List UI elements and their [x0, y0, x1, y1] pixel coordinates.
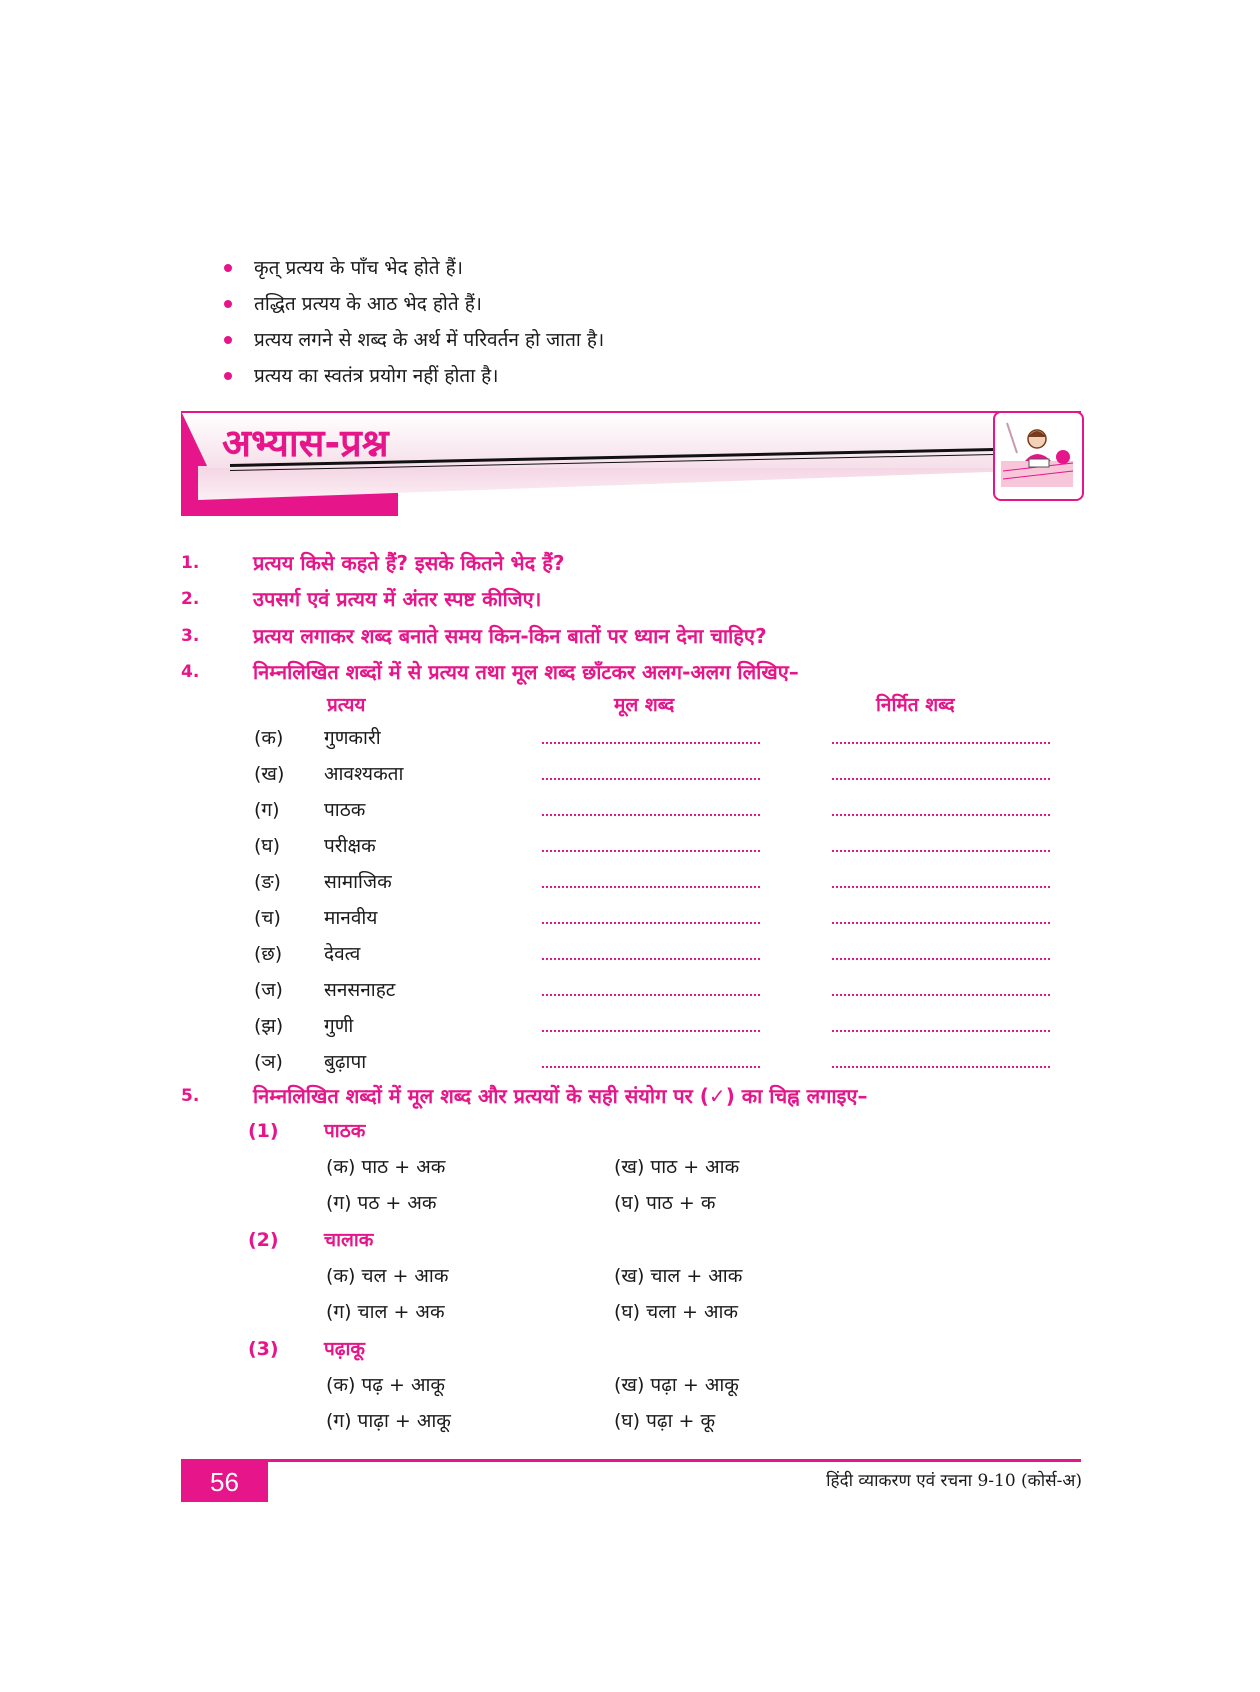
summary-bullets — [222, 250, 1122, 394]
option[interactable]: (घ) पढ़ा + कू — [614, 1410, 716, 1432]
table-row: (च) मानवीय — [254, 901, 1084, 937]
table-row: (क) गुणकारी — [254, 721, 1084, 757]
table-row: (ख) आवश्यकता — [254, 757, 1084, 793]
answer-blank[interactable] — [542, 742, 760, 744]
option[interactable]: (क) चल + आक — [326, 1265, 449, 1287]
answer-blank[interactable] — [542, 886, 760, 888]
answer-blank[interactable] — [542, 1066, 760, 1068]
table-row: (ग) पाठक — [254, 793, 1084, 829]
option[interactable]: (ख) पाठ + आक — [614, 1156, 740, 1178]
footer-rule — [181, 1459, 1081, 1462]
option[interactable]: (क) पढ़ + आकू — [326, 1374, 445, 1396]
bullet-dot-icon — [224, 336, 232, 344]
answer-blank[interactable] — [832, 850, 1050, 852]
answer-blank[interactable] — [542, 1030, 760, 1032]
answer-blank[interactable] — [832, 994, 1050, 996]
section-header-shadow — [198, 466, 1081, 500]
answer-blank[interactable] — [832, 1030, 1050, 1032]
q5-subitem-2: (2) चालाक — [248, 1229, 374, 1251]
bullet-item: प्रत्यय का स्वतंत्र प्रयोग नहीं होता है। — [222, 358, 1122, 394]
answer-blank[interactable] — [832, 922, 1050, 924]
page-number: 56 — [181, 1462, 268, 1502]
answer-blank[interactable] — [832, 1066, 1050, 1068]
answer-blank[interactable] — [542, 778, 760, 780]
option[interactable]: (ख) पढ़ा + आकू — [614, 1374, 739, 1396]
reading-girl-illustration — [993, 411, 1084, 501]
q5-subitem-1: (1) पाठक — [248, 1120, 366, 1142]
section-title: अभ्यास-प्रश्न — [222, 421, 389, 465]
answer-blank[interactable] — [832, 958, 1050, 960]
option[interactable]: (घ) चला + आक — [614, 1301, 738, 1323]
answer-blank[interactable] — [542, 958, 760, 960]
book-title: हिंदी व्याकरण एवं रचना 9-10 (कोर्स-अ) — [826, 1471, 1082, 1491]
table-row: (झ) गुणी — [254, 1009, 1084, 1045]
q5-subitem-3: (3) पढ़ाकू — [248, 1338, 366, 1360]
column-header-nirmit-shabd: निर्मित शब्द — [876, 694, 955, 716]
column-header-mool-shabd: मूल शब्द — [614, 694, 675, 716]
answer-blank[interactable] — [542, 994, 760, 996]
answer-blank[interactable] — [832, 778, 1050, 780]
table-row: (ञ) बुढ़ापा — [254, 1045, 1084, 1081]
bullet-dot-icon — [224, 372, 232, 380]
column-header-pratyay: प्रत्यय — [327, 694, 366, 716]
bullet-item: तद्धित प्रत्यय के आठ भेद होते हैं। — [222, 286, 1122, 322]
option[interactable]: (ग) पठ + अक — [326, 1192, 437, 1214]
option[interactable]: (ख) चाल + आक — [614, 1265, 743, 1287]
table-row: (ङ) सामाजिक — [254, 865, 1084, 901]
option[interactable]: (ग) चाल + अक — [326, 1301, 445, 1323]
table-row: (ज) सनसनाहट — [254, 973, 1084, 1009]
table-row: (छ) देवत्व — [254, 937, 1084, 973]
answer-blank[interactable] — [542, 850, 760, 852]
table-row: (घ) परीक्षक — [254, 829, 1084, 865]
answer-blank[interactable] — [832, 814, 1050, 816]
bullet-item: कृत् प्रत्यय के पाँच भेद होते हैं। — [222, 250, 1122, 286]
bullet-item: प्रत्यय लगने से शब्द के अर्थ में परिवर्तन हो जाता है। — [222, 322, 1122, 358]
option[interactable]: (ग) पाढ़ा + आकू — [326, 1410, 451, 1432]
answer-blank[interactable] — [542, 814, 760, 816]
answer-blank[interactable] — [832, 742, 1050, 744]
answer-blank[interactable] — [832, 886, 1050, 888]
bullet-dot-icon — [224, 264, 232, 272]
bullet-dot-icon — [224, 300, 232, 308]
option[interactable]: (घ) पाठ + क — [614, 1192, 716, 1214]
answer-blank[interactable] — [542, 922, 760, 924]
girl-reading-icon — [995, 413, 1082, 499]
option[interactable]: (क) पाठ + अक — [326, 1156, 446, 1178]
